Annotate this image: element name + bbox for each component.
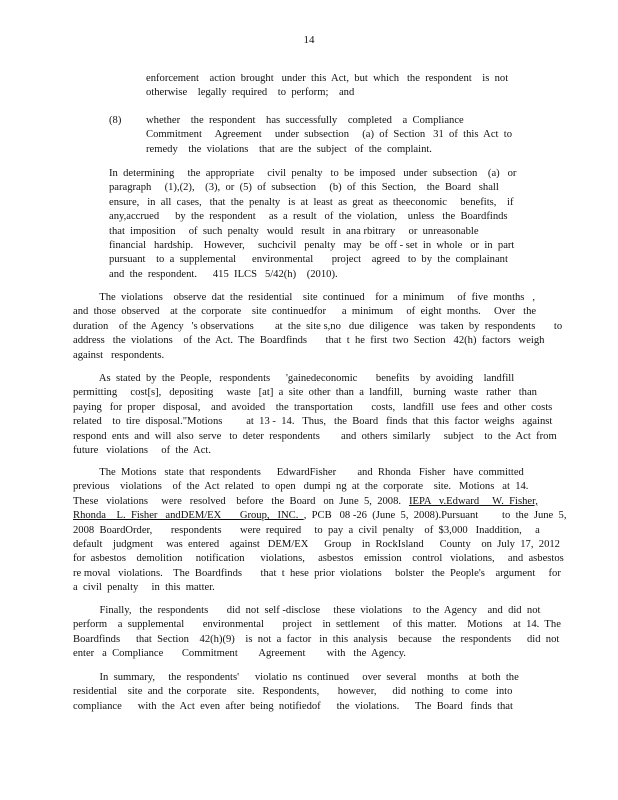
case-citation: IEPA v.Edward W. Fisher, xyxy=(408,495,538,507)
text-line xyxy=(73,509,567,523)
text-line: related to tire disposal."Motions at 13 - 14. Thus, the Board finds that this factor weighs against xyxy=(73,416,553,428)
text-fragment: These violations were resolved before the Board on June 5, 2008. xyxy=(73,495,409,507)
text-line: re moval violations. The Boardfinds that t hese prior violations bolster the People's argument for xyxy=(73,567,561,579)
text-line: default judgment was entered against DEM/EX Group in RockIsland County on July 17, 2012 xyxy=(73,539,560,551)
text-line: enter a Compliance Commitment Agreement with the Agency. xyxy=(73,648,406,660)
text-fragment: , PCB 08 -26 (June 5, 2008).Pursuant to the June 5, xyxy=(303,510,567,522)
text-line xyxy=(73,495,543,509)
text-line: against respondents. xyxy=(73,349,165,361)
text-line: perform a supplemental environmental project in settlement of this matter. Motions at 14. The xyxy=(73,619,561,631)
text-line: previous violations of the Act related to open dumpi ng at the corporate site. Motions at 14. xyxy=(73,481,529,493)
list-item-continuation xyxy=(146,72,509,101)
paragraph xyxy=(73,604,561,662)
text-line: any,accrued by the respondent as a result of the violation, unless the Boardfinds xyxy=(109,211,508,223)
text-line: 2008 BoardOrder, respondents were required to pay a civil penalty of $3,000 Inaddition, a xyxy=(73,524,540,536)
paragraph xyxy=(73,671,543,714)
text-line: enforcement action brought under this Act, but which the respondent is not xyxy=(146,73,509,84)
text-line: whether the respondent has successfully completed a Compliance xyxy=(146,115,464,126)
text-line: residential site and the corporate site. Respondents, however, did nothing to come into xyxy=(73,686,513,698)
text-line: future violations of the Act. xyxy=(73,445,211,457)
text-line: duration of the Agency 's observations at the site s,no due diligence was taken by respondents to xyxy=(73,320,563,332)
page-number: 14 xyxy=(303,34,315,46)
text-line: Commitment Agreement under subsection (a) of Section 31 of this Act to xyxy=(146,129,513,141)
text-line: ensure, in all cases, that the penalty is at least as great as theeconomic benefits, if xyxy=(109,196,514,208)
paragraph xyxy=(73,466,567,596)
text-line: paying for proper disposal, and avoided the transportation costs, landfill use fees and other costs xyxy=(73,401,553,413)
text-line: and those observed at the corporate site continuedfor a minimum of eight months. Over the xyxy=(73,306,537,318)
text-line: compliance with the Act even after being notifiedof the violations. The Board finds that xyxy=(73,700,513,712)
text-line: The violations observe dat the residential site continued for a minimum of five months , xyxy=(73,292,536,303)
block-quote xyxy=(109,167,517,282)
text-line: pursuant to a supplemental environmental project agreed to by the complainant xyxy=(109,254,508,266)
text-line: and the respondent. 415 ILCS 5/42(h) (2010). xyxy=(109,268,338,280)
case-caption: Rhonda L. Fisher andDEM/EX Group, INC. xyxy=(73,510,304,522)
text-line: otherwise legally required to perform; and xyxy=(146,87,355,99)
text-line: respond ents and will also serve to deter respondents and others similarly subject to the Act from xyxy=(73,430,557,442)
text-line: that imposition of such penalty would result in ana rbitrary or unreasonable xyxy=(109,225,479,237)
text-line: Boardfinds that Section 42(h)(9) is not a factor in this analysis because the respondents did not xyxy=(73,633,560,645)
text-line: for asbestos demolition notification violations, asbestos emission control violations, and asbestos xyxy=(73,553,564,565)
text-line: remedy the violations that are the subject of the complaint. xyxy=(146,143,432,155)
list-marker: (8) xyxy=(109,115,122,126)
list-item-8 xyxy=(146,114,513,157)
text-line: permitting cost[s], depositing waste [at] a site other than a landfill, burning waste rather than xyxy=(73,387,537,399)
text-line: paragraph (1),(2), (3), or (5) of subsection (b) of this Section, the Board shall xyxy=(109,182,499,194)
text-line: As stated by the People, respondents 'gainedeconomic benefits by avoiding landfill xyxy=(73,373,515,384)
text-line: a civil penalty in this matter. xyxy=(73,582,215,594)
text-line: In determining the appropriate civil penalty to be imposed under subsection (a) or xyxy=(109,168,517,179)
paragraph xyxy=(73,291,563,363)
text-line: In summary, the respondents' violatio ns continued over several months at both the xyxy=(73,672,519,683)
paragraph xyxy=(73,372,557,458)
text-line: Finally, the respondents did not self -disclose these violations to the Agency and did not xyxy=(73,605,541,616)
text-line: address the violations of the Act. The Boardfinds that t he first two Section 42(h) factors weigh xyxy=(73,335,545,347)
text-line: The Motions state that respondents EdwardFisher and Rhonda Fisher have committed xyxy=(73,467,524,478)
text-line: financial hardship. However, suchcivil penalty may be off - set in whole or in part xyxy=(109,240,515,252)
